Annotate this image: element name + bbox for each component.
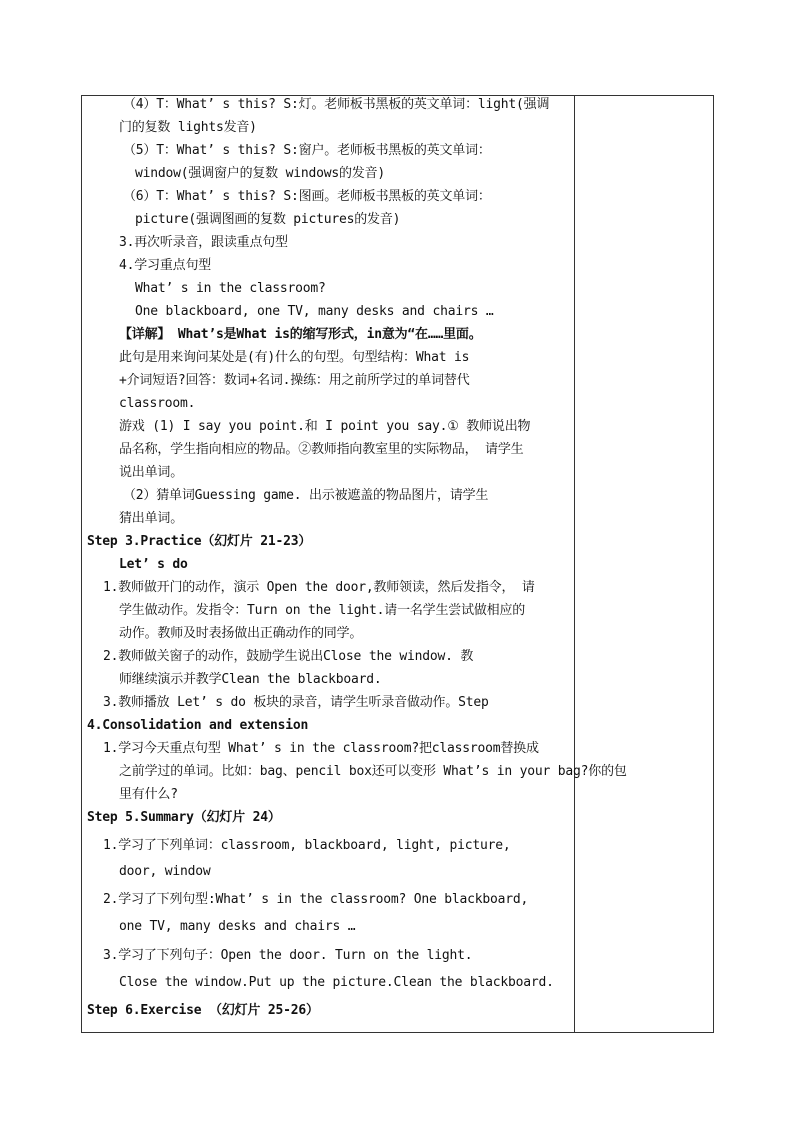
text-line: one TV, many desks and chairs … xyxy=(119,919,356,934)
text-line: 4.学习重点句型 xyxy=(119,258,212,273)
step-heading: Step 6.Exercise （幻灯片 25-26） xyxy=(87,1003,319,1018)
text-line: （2）猜单词Guessing game. 出示被遮盖的物品图片，请学生 xyxy=(123,488,489,503)
text-line: 游戏 (1) I say you point.和 I point you say.① 教师说出物 xyxy=(119,419,531,434)
text-line: 学生做动作。发指令：Turn on the light.请一名学生尝试做相应的 xyxy=(119,603,526,618)
text-line: 此句是用来询问某处是(有)什么的句型。句型结构：What is xyxy=(119,350,470,365)
text-line: 1.学习今天重点句型 What’ s in the classroom?把classroom替换成 xyxy=(103,741,539,756)
text-line: One blackboard, one TV, many desks and chairs … xyxy=(135,304,494,319)
text-line: Let’ s do xyxy=(119,557,188,572)
step-heading: Step 3.Practice（幻灯片 21-23） xyxy=(87,534,312,549)
text-line: 猜出单词。 xyxy=(119,511,184,526)
text-line: 品名称，学生指向相应的物品。②教师指向教室里的实际物品， 请学生 xyxy=(119,442,524,457)
text-line: 3.学习了下列句子：Open the door. Turn on the light. xyxy=(103,948,473,963)
text-line: 动作。教师及时表扬做出正确动作的同学。 xyxy=(119,626,363,641)
text-line: 3.再次听录音，跟读重点句型 xyxy=(119,235,288,250)
step-heading: 4.Consolidation and extension xyxy=(87,718,309,733)
text-line: 【详解】 What’s是What is的缩写形式，in意为“在……里面。 xyxy=(119,327,482,342)
text-line: What’ s in the classroom? xyxy=(135,281,326,296)
text-line: +介词短语?回答：数词+名词.操练：用之前所学过的单词替代 xyxy=(119,373,470,388)
text-line: Close the window.Put up the picture.Clean the blackboard. xyxy=(119,975,554,990)
text-line: window(强调窗户的复数 windows的发音) xyxy=(135,166,386,181)
text-line: 1.学习了下列单词：classroom, blackboard, light, picture, xyxy=(103,838,511,853)
text-line: 里有什么? xyxy=(119,787,178,802)
text-line: 师继续演示并教学Clean the blackboard. xyxy=(119,672,382,687)
text-line: picture(强调图画的复数 pictures的发音) xyxy=(135,212,401,227)
text-line: 之前学过的单词。比如：bag、pencil box还可以变形 What’s in your bag?你的包 xyxy=(119,764,627,779)
text-line: （6）T：What’ s this? S:图画。老师板书黑板的英文单词： xyxy=(123,189,491,204)
text-line: 1.教师做开门的动作，演示 Open the door,教师领读，然后发指令， 请 xyxy=(103,580,535,595)
notes-cell xyxy=(575,96,713,1032)
text-line: door, window xyxy=(119,864,211,879)
text-line: classroom. xyxy=(119,396,196,411)
step-heading: Step 5.Summary（幻灯片 24） xyxy=(87,810,281,825)
text-line: 2.教师做关窗子的动作，鼓励学生说出Close the window. 教 xyxy=(103,649,474,664)
text-line: 说出单词。 xyxy=(119,465,184,480)
text-line: 门的复数 lights发音) xyxy=(119,120,257,135)
text-line: （4）T：What’ s this? S:灯。老师板书黑板的英文单词：light(强调 xyxy=(123,97,550,112)
text-line: 3.教师播放 Let’ s do 板块的录音，请学生听录音做动作。Step xyxy=(103,695,489,710)
text-line: （5）T：What’ s this? S:窗户。老师板书黑板的英文单词： xyxy=(123,143,491,158)
text-line: 2.学习了下列句型:What’ s in the classroom? One blackboard, xyxy=(103,892,529,907)
